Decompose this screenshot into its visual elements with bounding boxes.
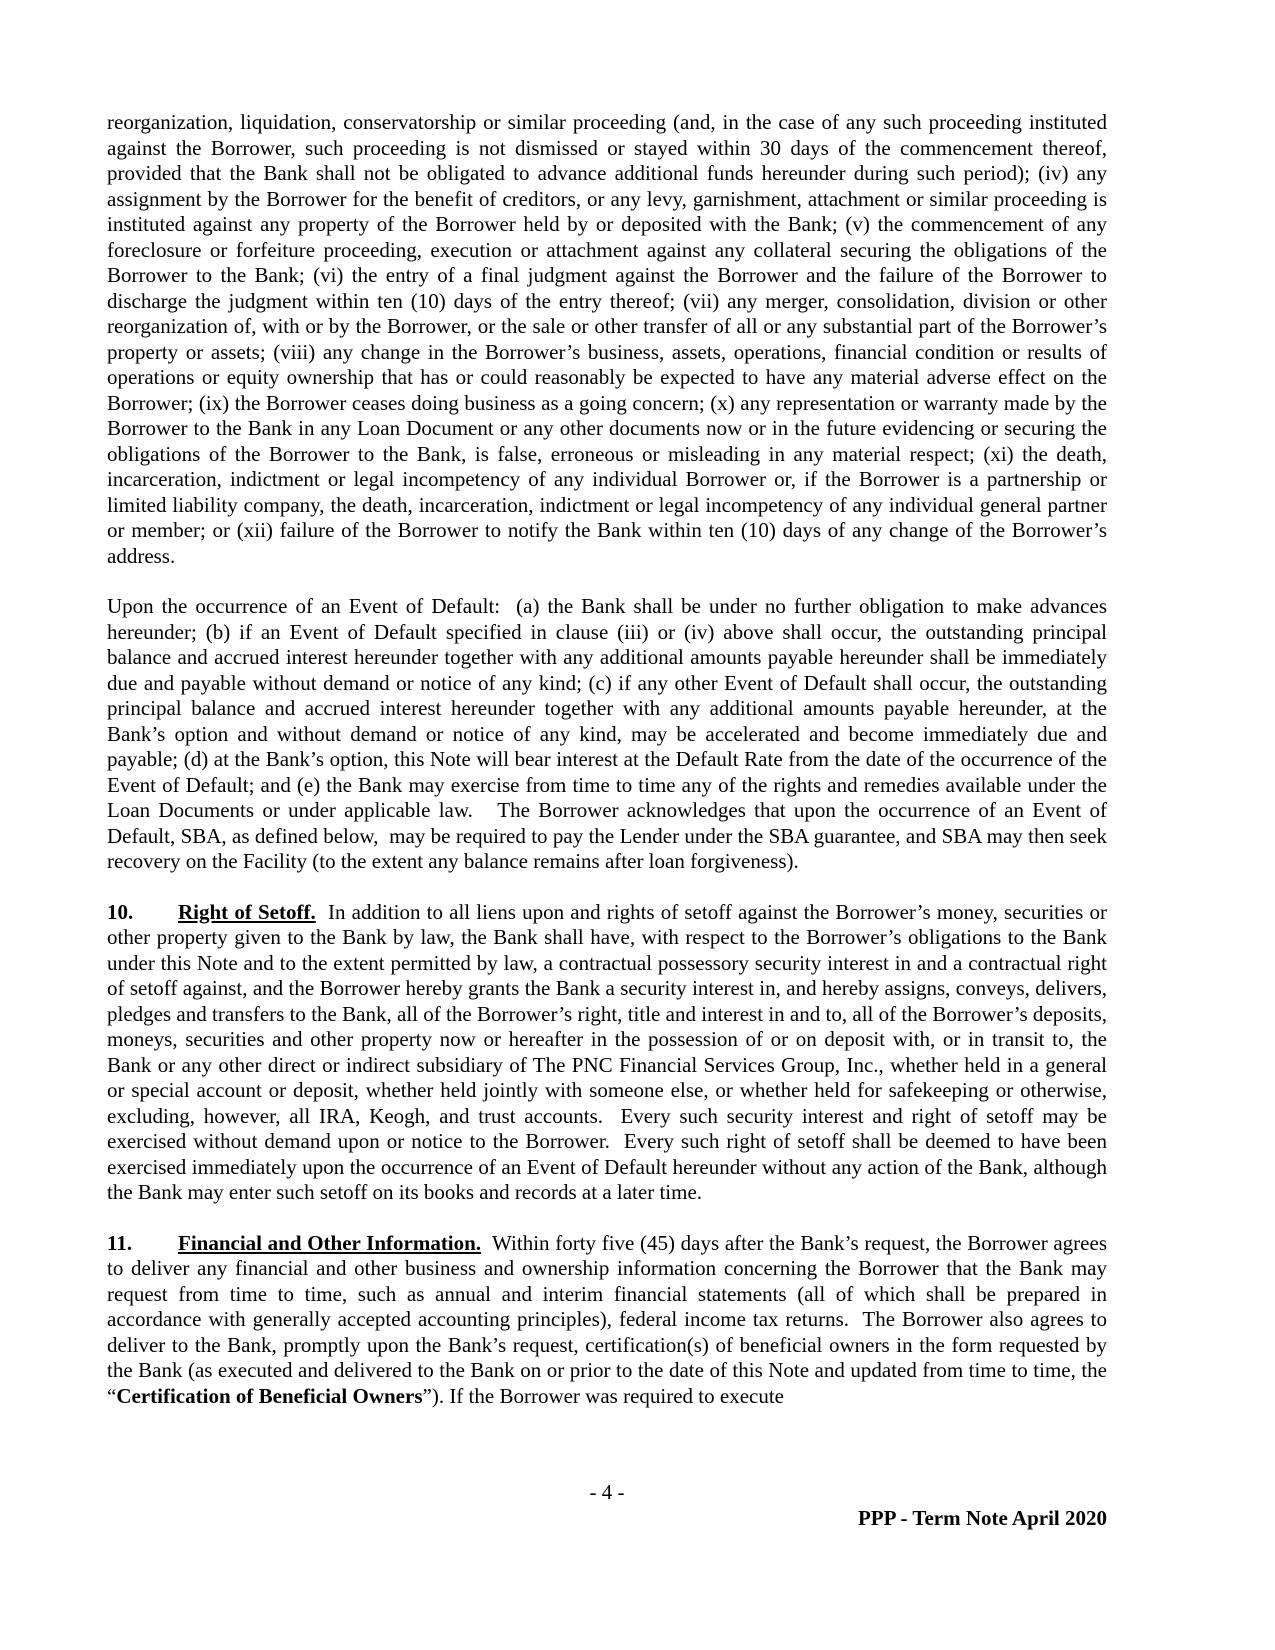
section-11-body-text: Within forty five (45) days after the Bank’s request, the Borrower agrees to deliver any financial and other business and ownership information concerning the Borrower that the Bank may request from time to time, such as annual and interim financial statements (all of which shall be prepared in accordance with generally accepted accounting principles), federal income tax returns. The Borrower also agrees to deliver to the Bank, promptly upon the Bank’s request, certification(s) of beneficial owners in the form requested by the Bank (as executed and delivered to the Bank on or prior to the date of this Note and updated from time to time, the “ — [107, 1230, 1113, 1408]
section-11-heading: Financial and Other Information. — [178, 1230, 482, 1255]
certification-of-beneficial-owners-term: Certification of Beneficial Owners — [116, 1383, 423, 1408]
paragraph-events-of-default-continued: reorganization, liquidation, conservatorship or similar proceeding (and, in the case of any such proceeding instituted against the Borrower, such proceeding is not dismissed or stayed within 30 days of the commencement thereof, provided that the Bank shall not be obligated to advance additional funds hereunder during such period); (iv) any assignment by the Borrower for the benefit of creditors, or any levy, garnishment, attachment or similar proceeding is instituted against any property of the Borrower held by or deposited with the Bank; (v) the commencement of any foreclosure or forfeiture proceeding, execution or attachment against any collateral securing the obligations of the Borrower to the Bank; (vi) the entry of a final judgment against the Borrower and the failure of the Borrower to discharge the judgment within ten (10) days of the entry thereof; (vii) any merger, consolidation, division or other reorganization of, with or by the Borrower, or the sale or other transfer of all or any substantial part of the Borrower’s property or assets; (viii) any change in the Borrower’s business, assets, operations, financial condition or results of operations or equity ownership that has or could reasonably be expected to have any material adverse effect on the Borrower; (ix) the Borrower ceases doing business as a going concern; (x) any representation or warranty made by the Borrower to the Bank in any Loan Document or any other documents now or in the future evidencing or securing the obligations of the Borrower to the Bank, is false, erroneous or misleading in any material respect; (xi) the death, incarceration, indictment or legal incompetency of any individual Borrower or, if the Borrower is a partnership or limited liability company, the death, incarceration, indictment or legal incompetency of any individual general partner or member; or (xii) failure of the Borrower to notify the Bank within ten (10) days of any change of the Borrower’s address. — [107, 110, 1113, 568]
document-page — [107, 110, 1113, 1409]
section-11-body-text-end: ”). If the Borrower was required to execute — [422, 1383, 785, 1408]
document-footer-label: PPP - Term Note April 2020 — [857, 1506, 1107, 1530]
section-10-heading: Right of Setoff. — [178, 899, 316, 924]
section-11-number: 11. — [107, 1230, 133, 1255]
page-number: - 4 - — [589, 1480, 625, 1504]
section-10-right-of-setoff — [107, 899, 1113, 1206]
section-10-number: 10. — [107, 899, 134, 924]
paragraph-default-remedies: Upon the occurrence of an Event of Default: (a) the Bank shall be under no further obligation to make advances hereunder; (b) if an Event of Default specified in clause (iii) or (iv) above shall occur, the outstanding principal balance and accrued interest hereunder together with any additional amounts payable hereunder shall be immediately due and payable without demand or notice of any kind; (c) if any other Event of Default shall occur, the outstanding principal balance and accrued interest hereunder together with any additional amounts payable hereunder, at the Bank’s option and without demand or notice of any kind, may be accelerated and become immediately due and payable; (d) at the Bank’s option, this Note will bear interest at the Default Rate from the date of the occurrence of the Event of Default; and (e) the Bank may exercise from time to time any of the rights and remedies available under the Loan Documents or under applicable law. The Borrower acknowledges that upon the occurrence of an Event of Default, SBA, as defined below, may be required to pay the Lender under the SBA guarantee, and SBA may then seek recovery on the Facility (to the extent any balance remains after loan forgiveness). — [107, 594, 1113, 873]
section-11-financial-and-other-information — [107, 1230, 1113, 1410]
section-10-body-text: In addition to all liens upon and rights of setoff against the Borrower’s money, securities or other property given to the Bank by law, the Bank shall have, with respect to the Borrower’s obligations to the Bank under this Note and to the extent permitted by law, a contractual possessory security interest in and a contractual right of setoff against, and the Borrower hereby grants the Bank a security interest in, and hereby assigns, conveys, delivers, pledges and transfers to the Bank, all of the Borrower’s right, title and interest in and to, all of the Borrower’s deposits, moneys, securities and other property now or hereafter in the possession of or on deposit with, or in transit to, the Bank or any other direct or indirect subsidiary of The PNC Financial Services Group, Inc., whether held in a general or special account or deposit, whether held jointly with someone else, or whether held for safekeeping or otherwise, excluding, however, all IRA, Keogh, and trust accounts. Every such security interest and right of setoff may be exercised without demand upon or notice to the Borrower. Every such right of setoff shall be deemed to have been exercised immediately upon the occurrence of an Event of Default hereunder without any action of the Bank, although the Bank may enter such setoff on its books and records at a later time. — [107, 899, 1113, 1204]
